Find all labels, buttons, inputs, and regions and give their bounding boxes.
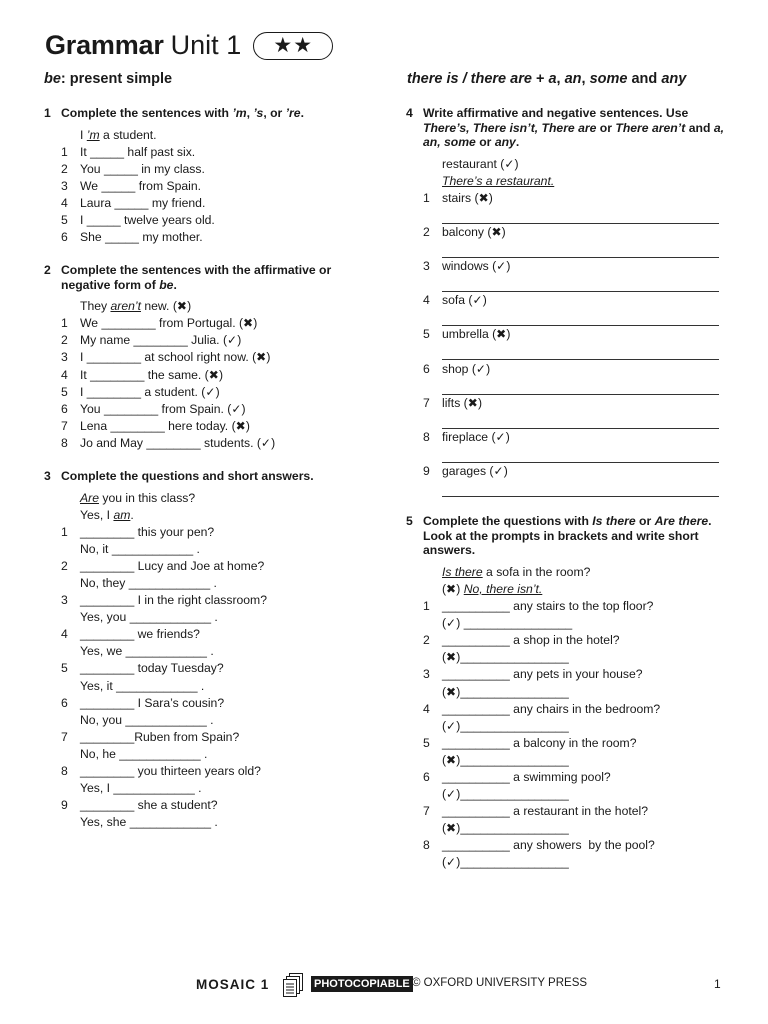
answer-text: (✓)________________ [442, 855, 569, 870]
exercise-item [406, 361, 726, 395]
exercise-item [44, 144, 364, 161]
item-number: 8 [61, 435, 68, 450]
exercise-items [44, 298, 364, 452]
answer-line [406, 684, 726, 701]
question-line [44, 592, 364, 609]
item-number: 3 [61, 593, 68, 608]
exercise-5 [406, 514, 726, 871]
item-number: 2 [423, 633, 430, 648]
item-number: 7 [423, 395, 430, 410]
exercise-items [406, 564, 726, 872]
question-line [406, 666, 726, 683]
item-prompt: fireplace (✓) [442, 430, 510, 444]
item-number: 4 [61, 627, 68, 642]
exercise-item [44, 315, 364, 332]
answer-text: No, he ____________ . [80, 746, 208, 761]
question-text: ________ today Tuesday? [80, 661, 224, 676]
title-unit: Unit 1 [170, 30, 242, 60]
answer-line[interactable] [442, 309, 719, 326]
exercise-items [44, 127, 364, 247]
example-answer: Yes, I am. [80, 507, 134, 522]
example-answer: (✖) No, there isn’t. [442, 581, 543, 596]
item-prompt: stairs (✖) [442, 190, 493, 205]
question-line [406, 735, 726, 752]
photocopy-pages-icon [283, 973, 305, 997]
question-text: ________ I in the right classroom? [80, 593, 267, 608]
answer-line [44, 814, 364, 831]
item-text: It ________ the same. (✖) [80, 367, 224, 382]
answer-line [406, 854, 726, 871]
item-number: 5 [61, 212, 68, 227]
item-prompt: lifts (✖) [442, 395, 482, 410]
answer-line[interactable] [442, 275, 719, 292]
item-number: 5 [423, 327, 430, 342]
exercise-number: 4 [406, 106, 413, 120]
item-number: 5 [61, 384, 68, 399]
item-text: We _____ from Spain. [80, 178, 202, 193]
question-text: ________ I Sara’s cousin? [80, 695, 225, 710]
left-column [44, 106, 364, 848]
answer-line [406, 752, 726, 769]
exercise-item [406, 429, 726, 463]
exercise-items [44, 490, 364, 832]
item-number: 5 [423, 735, 430, 750]
answer-line [406, 615, 726, 632]
question-line [44, 695, 364, 712]
exercise-item [44, 229, 364, 246]
answer-text: No, it ____________ . [80, 541, 200, 556]
item-prompt: balcony (✖) [442, 224, 506, 239]
question-line [44, 558, 364, 575]
example-question: Is there a sofa in the room? [442, 564, 591, 579]
answer-text: Yes, we ____________ . [80, 644, 214, 659]
exercise-item [406, 190, 726, 224]
question-line [44, 797, 364, 814]
answer-text: No, they ____________ . [80, 575, 217, 590]
example-answer: There’s a restaurant. [442, 173, 555, 188]
item-text: I ________ at school right now. (✖) [80, 350, 271, 365]
answer-text: (✓) ________________ [442, 616, 573, 631]
exercise-item [406, 258, 726, 292]
answer-text: No, you ____________ . [80, 712, 214, 727]
question-line [406, 837, 726, 854]
question-line [406, 769, 726, 786]
page-footer [0, 972, 768, 1000]
item-number: 6 [61, 401, 68, 416]
page-number: 1 [714, 977, 721, 991]
answer-text: (✖)________________ [442, 684, 569, 699]
item-number: 4 [423, 701, 430, 716]
answer-text: Yes, you ____________ . [80, 610, 218, 625]
item-text: Lena ________ here today. (✖) [80, 418, 250, 433]
exercise-instruction: Write affirmative and negative sentences. Use There’s, There isn’t, There are or There aren’t and a, an, some or any. [423, 106, 724, 149]
answer-line [44, 746, 364, 763]
item-number: 8 [423, 430, 430, 444]
item-text: It _____ half past six. [80, 144, 196, 159]
item-number: 3 [61, 178, 68, 193]
exercise-item [406, 463, 726, 497]
answer-text: (✖)________________ [442, 821, 569, 836]
item-number: 5 [61, 661, 68, 676]
item-number: 4 [61, 195, 68, 210]
item-number: 7 [61, 729, 68, 744]
item-number: 7 [61, 418, 68, 433]
answer-line[interactable] [442, 241, 719, 258]
item-number: 6 [423, 361, 430, 376]
question-text: __________ any stairs to the top floor? [442, 599, 654, 614]
item-number: 2 [61, 161, 68, 176]
item-number: 1 [423, 599, 430, 614]
answer-line [44, 678, 364, 695]
item-number: 6 [423, 770, 430, 784]
question-text: __________ a shop in the hotel? [442, 633, 620, 648]
question-text: ________ we friends? [80, 627, 200, 642]
exercise-instruction: Complete the sentences with ’m, ’s, or ’re. [61, 106, 304, 120]
item-number: 9 [423, 464, 430, 479]
right-column [406, 106, 726, 889]
answer-text: Yes, it ____________ . [80, 678, 205, 693]
question-text: __________ a restaurant in the hotel? [442, 804, 648, 819]
answer-line [44, 575, 364, 592]
exercise-item [44, 332, 364, 349]
answer-text: (✓)________________ [442, 718, 569, 733]
question-text: __________ any chairs in the bedroom? [442, 701, 661, 716]
exercise-instruction: Complete the questions and short answers. [61, 469, 314, 483]
item-number: 1 [61, 316, 68, 331]
item-number: 1 [61, 144, 68, 159]
exercise-item [44, 418, 364, 435]
item-number: 2 [61, 333, 68, 348]
item-prompt: shop (✓) [442, 361, 491, 376]
exercise-item [44, 367, 364, 384]
item-number: 1 [423, 190, 430, 205]
exercise-item [44, 384, 364, 401]
answer-line[interactable] [442, 480, 719, 497]
item-number: 3 [61, 350, 68, 365]
item-number: 2 [423, 224, 430, 239]
item-number: 4 [423, 293, 430, 308]
question-text: __________ a balcony in the room? [442, 735, 637, 750]
right-section-heading: there is / there are + a, an, some and any [407, 71, 687, 87]
item-text: She _____ my mother. [80, 230, 203, 245]
answer-line [406, 718, 726, 735]
answer-line[interactable] [442, 446, 719, 463]
question-line [44, 660, 364, 677]
example-line: I ’m a student. [80, 127, 157, 142]
exercise-item [44, 349, 364, 366]
exercise-item [406, 292, 726, 326]
answer-line[interactable] [442, 343, 719, 360]
exercise-items [406, 156, 726, 498]
item-text: I ________ a student. (✓) [80, 384, 220, 399]
answer-line [44, 712, 364, 729]
answer-line [44, 541, 364, 558]
answer-line[interactable] [442, 378, 719, 395]
title-grammar: Grammar [45, 30, 164, 60]
question-text: __________ any pets in your house? [442, 667, 643, 682]
exercise-number: 5 [406, 514, 413, 529]
answer-text: Yes, she ____________ . [80, 815, 218, 830]
difficulty-stars-icon: ★★ [253, 32, 333, 60]
exercise-2 [44, 263, 364, 452]
exercise-item [406, 224, 726, 258]
exercise-item [44, 178, 364, 195]
exercise-4 [406, 106, 726, 497]
exercise-instruction: Complete the questions with Is there or Are there. Look at the prompts in brackets and write short answers. [423, 514, 712, 558]
exercise-item [44, 161, 364, 178]
question-text: ________ she a student? [80, 798, 218, 813]
exercise-number: 1 [44, 106, 51, 120]
exercise-3 [44, 469, 364, 831]
answer-line[interactable] [442, 207, 719, 224]
question-text: ________ you thirteen years old? [80, 764, 261, 778]
item-number: 7 [423, 804, 430, 819]
answer-text: (✖)________________ [442, 752, 569, 767]
item-text: Laura _____ my friend. [80, 195, 206, 210]
item-text: You ________ from Spain. (✓) [80, 401, 246, 416]
item-number: 1 [61, 524, 68, 539]
left-section-heading: be: present simple [44, 71, 173, 87]
page-header [45, 30, 333, 61]
question-line [44, 626, 364, 643]
question-line [406, 598, 726, 615]
example-prompt: restaurant (✓) [442, 156, 519, 171]
question-line [406, 701, 726, 718]
question-line [406, 803, 726, 820]
example-line: They aren’t new. (✖) [80, 299, 192, 314]
item-text: I _____ twelve years old. [80, 212, 215, 227]
exercise-item [44, 435, 364, 452]
answer-text: (✓)________________ [442, 787, 569, 802]
item-prompt: sofa (✓) [442, 293, 487, 308]
item-number: 4 [61, 367, 68, 382]
question-text: ________ Lucy and Joe at home? [80, 558, 265, 573]
item-number: 6 [61, 695, 68, 710]
answer-text: (✖)________________ [442, 650, 569, 665]
mosaic-logo: MOSAIC 1 [196, 977, 270, 992]
question-line [406, 632, 726, 649]
question-text: ________Ruben from Spain? [80, 729, 240, 744]
question-text: __________ any showers by the pool? [442, 838, 655, 853]
answer-line[interactable] [442, 412, 719, 429]
item-prompt: garages (✓) [442, 464, 508, 479]
item-text: Jo and May ________ students. (✓) [80, 435, 276, 450]
exercise-item [44, 401, 364, 418]
question-line [44, 729, 364, 746]
item-number: 8 [61, 764, 68, 778]
question-line [44, 524, 364, 541]
answer-text: Yes, I ____________ . [80, 781, 202, 796]
item-text: You _____ in my class. [80, 161, 205, 176]
item-text: My name ________ Julia. (✓) [80, 333, 242, 348]
item-number: 9 [61, 798, 68, 813]
answer-line [44, 609, 364, 626]
question-text: ________ this your pen? [80, 524, 215, 539]
answer-line [44, 643, 364, 660]
item-prompt: umbrella (✖) [442, 327, 511, 342]
item-number: 8 [423, 838, 430, 853]
exercise-item [44, 195, 364, 212]
item-prompt: windows (✓) [442, 259, 511, 274]
publisher-credit: © OXFORD UNIVERSITY PRESS [412, 977, 588, 989]
item-number: 3 [423, 259, 430, 274]
item-number: 6 [61, 230, 68, 245]
example-question: Are you in this class? [80, 490, 196, 505]
item-number: 2 [61, 558, 68, 573]
answer-line [406, 649, 726, 666]
answer-line [406, 786, 726, 803]
item-number: 3 [423, 667, 430, 682]
exercise-instruction: Complete the sentences with the affirmative or negative form of be. [61, 263, 332, 292]
exercise-1 [44, 106, 364, 246]
exercise-number: 3 [44, 469, 51, 483]
exercise-item [406, 326, 726, 360]
answer-line [44, 780, 364, 797]
answer-line [406, 820, 726, 837]
exercise-number: 2 [44, 263, 51, 278]
exercise-item [406, 395, 726, 429]
photocopiable-label: PHOTOCOPIABLE [311, 976, 413, 992]
exercise-item [44, 212, 364, 229]
question-text: __________ a swimming pool? [442, 770, 611, 784]
question-line [44, 763, 364, 780]
item-text: We ________ from Portugal. (✖) [80, 316, 258, 331]
